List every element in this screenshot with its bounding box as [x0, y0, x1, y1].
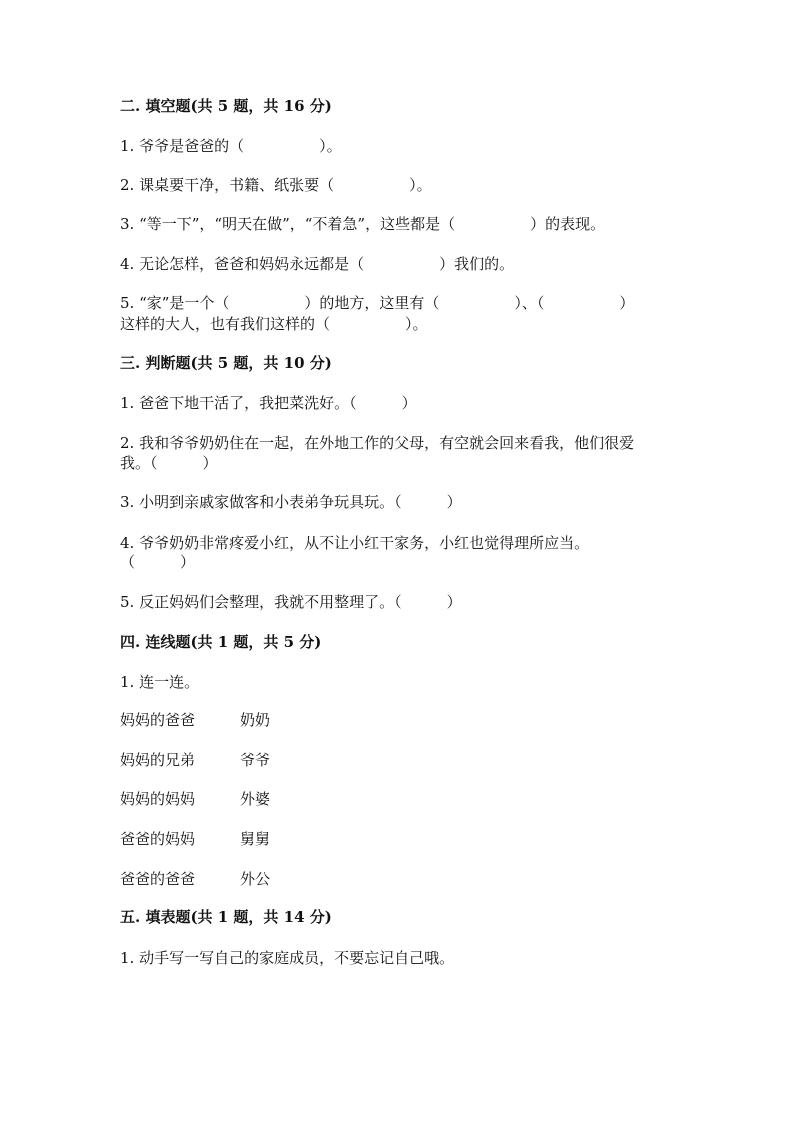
- question-fill-5-line1: 5. “家”是一个（ ）的地方，这里有（ ）、（ ）: [120, 294, 635, 312]
- match-right-item: 外婆: [240, 790, 271, 808]
- match-left-item: 妈妈的妈妈: [120, 790, 196, 808]
- question-tf-1: 1. 爸爸下地干活了，我把菜洗好。（ ）: [120, 394, 417, 412]
- question-tf-4-line1: 4. 爷爷奶奶非常疼爱小红，从不让小红干家务，小红也觉得理所应当。: [120, 534, 590, 552]
- match-left-item: 爸爸的爸爸: [120, 870, 196, 888]
- question-tf-3: 3. 小明到亲戚家做客和小表弟争玩具玩。（ ）: [120, 493, 462, 511]
- question-fill-2: 2. 课桌要干净，书籍、纸张要（ ）。: [120, 176, 432, 194]
- match-right-item: 舅舅: [240, 830, 271, 848]
- section-heading-table-fill: 五. 填表题(共 1 题，共 14 分): [120, 908, 332, 926]
- question-fill-4: 4. 无论怎样，爸爸和妈妈永远都是（ ）我们的。: [120, 255, 515, 273]
- match-left-item: 妈妈的兄弟: [120, 751, 196, 769]
- section-heading-true-false: 三. 判断题(共 5 题，共 10 分): [120, 354, 332, 372]
- question-fill-5-line2: 这样的大人，也有我们这样的（ ）。: [120, 315, 428, 333]
- question-tf-2-line1: 2. 我和爷爷奶奶住在一起，在外地工作的父母，有空就会回来看我，他们很爱: [120, 434, 635, 452]
- question-fill-1: 1. 爷爷是爸爸的（ ）。: [120, 137, 342, 155]
- question-tf-4-line2: （ ）: [120, 553, 196, 571]
- match-right-item: 奶奶: [240, 711, 271, 729]
- match-right-item: 外公: [240, 870, 271, 888]
- section-heading-fill-blank: 二. 填空题(共 5 题，共 16 分): [120, 97, 332, 115]
- match-left-item: 妈妈的爸爸: [120, 711, 196, 729]
- question-match-1: 1. 连一连。: [120, 673, 200, 691]
- question-tf-5: 5. 反正妈妈们会整理，我就不用整理了。（ ）: [120, 593, 462, 611]
- match-right-item: 爷爷: [240, 751, 271, 769]
- section-heading-matching: 四. 连线题(共 1 题，共 5 分): [120, 633, 322, 651]
- question-fill-3: 3. “等一下”，“明天在做”，“不着急”，这些都是（ ）的表现。: [120, 215, 606, 233]
- match-left-item: 爸爸的妈妈: [120, 830, 196, 848]
- question-tf-2-line2: 我。（ ）: [120, 454, 218, 472]
- question-table-1: 1. 动手写一写自己的家庭成员，不要忘记自己哦。: [120, 949, 455, 967]
